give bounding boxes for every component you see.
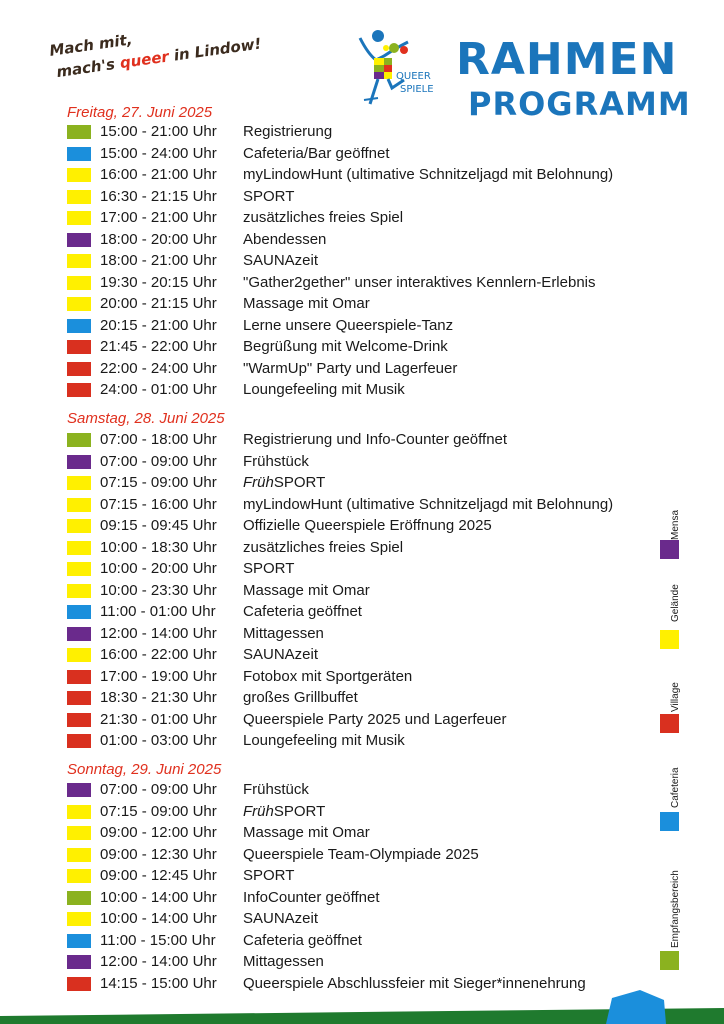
event-title: großes Grillbuffet xyxy=(243,689,358,706)
event-time: 11:00 - 01:00 Uhr xyxy=(100,603,216,620)
event-title: Loungefeeling mit Musik xyxy=(243,732,405,749)
event-time: 01:00 - 03:00 Uhr xyxy=(100,732,217,749)
schedule-row xyxy=(67,866,647,887)
event-time: 09:15 - 09:45 Uhr xyxy=(100,517,217,534)
schedule-row xyxy=(67,380,647,401)
schedule-row xyxy=(67,538,647,559)
event-title: "Gather2gether" unser interaktives Kennlern-Erlebnis xyxy=(243,273,596,291)
schedule-row xyxy=(67,559,647,580)
event-title: "WarmUp" Party und Lagerfeuer xyxy=(243,359,458,377)
event-title: SPORT xyxy=(243,187,295,205)
event-title: SAUNAzeit xyxy=(243,252,319,269)
event-time: 24:00 - 01:00 Uhr xyxy=(100,381,217,398)
event-time: 22:00 - 24:00 Uhr xyxy=(100,359,217,377)
event-time: 10:00 - 14:00 Uhr xyxy=(100,888,217,906)
location-color-swatch xyxy=(67,584,91,598)
event-title: Mittagessen xyxy=(243,953,324,970)
event-time: 12:00 - 14:00 Uhr xyxy=(100,953,217,970)
schedule-row xyxy=(67,624,647,645)
event-title: Abendessen xyxy=(243,230,327,248)
event-title xyxy=(243,474,325,491)
slogan xyxy=(48,11,263,84)
legend-color-swatch xyxy=(660,714,679,733)
event-time: 10:00 - 18:30 Uhr xyxy=(100,538,217,556)
event-title: Loungefeeling mit Musik xyxy=(243,381,405,398)
event-title: zusätzliches freies Spiel xyxy=(243,209,404,226)
schedule-row xyxy=(67,144,647,165)
location-color-swatch xyxy=(67,433,91,447)
schedule-row xyxy=(67,516,647,537)
location-color-swatch xyxy=(67,734,91,748)
location-color-swatch xyxy=(67,147,91,161)
event-time: 09:00 - 12:30 Uhr xyxy=(100,845,217,863)
location-color-swatch xyxy=(67,498,91,512)
queerspiele-logo-icon xyxy=(356,28,448,110)
slogan-queer-word: queer xyxy=(118,47,170,73)
location-color-swatch xyxy=(67,276,91,290)
location-color-swatch xyxy=(67,125,91,139)
event-title: Cafeteria geöffnet xyxy=(243,603,362,620)
schedule-row xyxy=(67,581,647,602)
location-color-swatch xyxy=(67,869,91,883)
legend-color-swatch xyxy=(660,630,679,649)
event-title: myLindowHunt (ultimative Schnitzeljagd mit Belohnung) xyxy=(243,166,614,183)
bottom-decoration xyxy=(0,990,724,1024)
location-color-swatch xyxy=(67,362,91,376)
schedule-row xyxy=(67,187,647,208)
event-title-prefix: Früh xyxy=(243,474,274,491)
page-title-line-2: PROGRAMM xyxy=(468,85,691,123)
schedule-row xyxy=(67,952,647,973)
event-time: 20:15 - 21:00 Uhr xyxy=(100,316,217,334)
event-time: 14:15 - 15:00 Uhr xyxy=(100,974,217,992)
schedule-row xyxy=(67,294,647,315)
schedule-row xyxy=(67,780,647,801)
location-color-swatch xyxy=(67,476,91,490)
location-color-swatch xyxy=(67,713,91,727)
schedule-row xyxy=(67,452,647,473)
location-color-swatch xyxy=(67,340,91,354)
legend-label: Gelände xyxy=(670,584,681,622)
location-color-swatch xyxy=(67,254,91,268)
location-color-swatch xyxy=(67,541,91,555)
schedule-row xyxy=(67,273,647,294)
event-title-text: SPORT xyxy=(273,474,326,491)
event-time: 10:00 - 14:00 Uhr xyxy=(100,910,217,927)
event-time: 16:00 - 22:00 Uhr xyxy=(100,646,217,663)
event-time: 07:00 - 18:00 Uhr xyxy=(100,431,217,448)
schedule-row xyxy=(67,316,647,337)
schedule-row xyxy=(67,208,647,229)
event-time: 12:00 - 14:00 Uhr xyxy=(100,624,217,642)
event-time: 11:00 - 15:00 Uhr xyxy=(100,931,216,949)
location-color-swatch xyxy=(67,233,91,247)
event-title: Registrierung xyxy=(243,123,333,140)
slogan-line-2: mach's queer in Lindow! xyxy=(55,34,263,82)
location-color-swatch xyxy=(67,891,91,905)
event-title: Massage mit Omar xyxy=(243,295,370,312)
event-title: Queerspiele Abschlussfeier mit Sieger*innenehrung xyxy=(243,974,586,992)
day-heading: Samstag, 28. Juni 2025 xyxy=(67,410,225,427)
event-title: Offizielle Queerspiele Eröffnung 2025 xyxy=(243,517,492,534)
schedule-row xyxy=(67,931,647,952)
location-color-swatch xyxy=(67,319,91,333)
schedule-row xyxy=(67,337,647,358)
legend-label: Village xyxy=(670,682,681,712)
location-color-swatch xyxy=(67,648,91,662)
event-title: Cafeteria geöffnet xyxy=(243,931,362,949)
legend-label: Mensa xyxy=(670,509,681,540)
location-color-swatch xyxy=(67,383,91,397)
location-color-swatch xyxy=(67,977,91,991)
legend-label: Empfangsbereich xyxy=(670,870,681,948)
location-color-swatch xyxy=(67,826,91,840)
event-title xyxy=(243,803,325,820)
event-time: 10:00 - 23:30 Uhr xyxy=(100,581,217,599)
location-color-swatch xyxy=(67,912,91,926)
schedule-row xyxy=(67,802,647,823)
location-color-swatch xyxy=(67,670,91,684)
location-color-swatch xyxy=(67,805,91,819)
schedule-row xyxy=(67,667,647,688)
legend-color-swatch xyxy=(660,540,679,559)
schedule-row xyxy=(67,688,647,709)
event-title: Begrüßung mit Welcome-Drink xyxy=(243,338,448,355)
event-title: Lerne unsere Queerspiele-Tanz xyxy=(243,316,454,334)
event-time: 19:30 - 20:15 Uhr xyxy=(100,273,217,291)
event-time: 17:00 - 19:00 Uhr xyxy=(100,667,217,685)
event-title: InfoCounter geöffnet xyxy=(243,888,380,906)
schedule-row xyxy=(67,909,647,930)
logo-wordmark: QUEER SPIELE xyxy=(396,71,434,95)
schedule-row xyxy=(67,602,647,623)
schedule-row xyxy=(67,165,647,186)
schedule-row xyxy=(67,430,647,451)
event-time: 16:30 - 21:15 Uhr xyxy=(100,187,217,205)
location-color-swatch xyxy=(67,783,91,797)
schedule-row xyxy=(67,710,647,731)
event-title: SAUNAzeit xyxy=(243,646,319,663)
event-title: Queerspiele Party 2025 und Lagerfeuer xyxy=(243,710,507,728)
event-title: Cafeteria/Bar geöffnet xyxy=(243,144,390,162)
event-title: Mittagessen xyxy=(243,624,324,642)
schedule-row xyxy=(67,251,647,272)
page-title-line-1: RAHMEN xyxy=(456,34,678,85)
event-time: 10:00 - 20:00 Uhr xyxy=(100,560,217,577)
event-title-prefix: Früh xyxy=(243,802,274,820)
event-time: 15:00 - 21:00 Uhr xyxy=(100,123,217,140)
schedule-row xyxy=(67,122,647,143)
schedule-row xyxy=(67,645,647,666)
location-color-swatch xyxy=(67,168,91,182)
event-title: myLindowHunt (ultimative Schnitzeljagd mit Belohnung) xyxy=(243,495,614,513)
event-title: Massage mit Omar xyxy=(243,824,370,841)
legend-label: Cafeteria xyxy=(670,767,681,808)
event-time: 21:45 - 22:00 Uhr xyxy=(100,338,217,355)
event-title-text: SPORT xyxy=(273,802,326,820)
event-title: SAUNAzeit xyxy=(243,910,319,927)
event-title: Queerspiele Team-Olympiade 2025 xyxy=(243,845,479,863)
slogan-line-1: Mach mit, xyxy=(48,30,134,60)
event-time: 18:30 - 21:30 Uhr xyxy=(100,689,217,706)
event-time: 16:00 - 21:00 Uhr xyxy=(100,166,217,183)
event-time: 07:00 - 09:00 Uhr xyxy=(100,781,217,798)
event-title: Fotobox mit Sportgeräten xyxy=(243,667,413,685)
event-time: 18:00 - 21:00 Uhr xyxy=(100,252,217,269)
legend-color-swatch xyxy=(660,812,679,831)
schedule-row xyxy=(67,731,647,752)
event-title: zusätzliches freies Spiel xyxy=(243,538,404,556)
location-color-swatch xyxy=(67,562,91,576)
event-time: 07:15 - 09:00 Uhr xyxy=(100,802,217,820)
schedule-row xyxy=(67,495,647,516)
location-color-swatch xyxy=(67,934,91,948)
location-color-swatch xyxy=(67,691,91,705)
event-time: 07:15 - 09:00 Uhr xyxy=(100,474,217,491)
location-color-swatch xyxy=(67,455,91,469)
event-time: 17:00 - 21:00 Uhr xyxy=(100,209,217,226)
event-time: 07:15 - 16:00 Uhr xyxy=(100,495,217,513)
day-heading: Sonntag, 29. Juni 2025 xyxy=(67,761,222,778)
location-color-swatch xyxy=(67,211,91,225)
event-time: 09:00 - 12:45 Uhr xyxy=(100,867,217,884)
legend-color-swatch xyxy=(660,951,679,970)
event-title: Frühstück xyxy=(243,781,309,798)
location-color-swatch xyxy=(67,519,91,533)
schedule-row xyxy=(67,823,647,844)
location-color-swatch xyxy=(67,848,91,862)
event-title: SPORT xyxy=(243,560,295,577)
location-color-swatch xyxy=(67,297,91,311)
event-time: 09:00 - 12:00 Uhr xyxy=(100,824,217,841)
event-time: 18:00 - 20:00 Uhr xyxy=(100,230,217,248)
day-heading: Freitag, 27. Juni 2025 xyxy=(67,104,213,121)
schedule-row xyxy=(67,845,647,866)
schedule-row xyxy=(67,473,647,494)
event-title: Registrierung und Info-Counter geöffnet xyxy=(243,431,508,448)
schedule-row xyxy=(67,359,647,380)
event-time: 20:00 - 21:15 Uhr xyxy=(100,295,217,312)
event-title: Frühstück xyxy=(243,452,309,470)
event-title: SPORT xyxy=(243,867,295,884)
location-color-swatch xyxy=(67,190,91,204)
schedule-row xyxy=(67,888,647,909)
event-time: 07:00 - 09:00 Uhr xyxy=(100,452,217,470)
event-time: 15:00 - 24:00 Uhr xyxy=(100,144,217,162)
location-color-swatch xyxy=(67,627,91,641)
event-title: Massage mit Omar xyxy=(243,581,370,599)
location-color-swatch xyxy=(67,955,91,969)
schedule-row xyxy=(67,230,647,251)
event-time: 21:30 - 01:00 Uhr xyxy=(100,710,217,728)
location-color-swatch xyxy=(67,605,91,619)
